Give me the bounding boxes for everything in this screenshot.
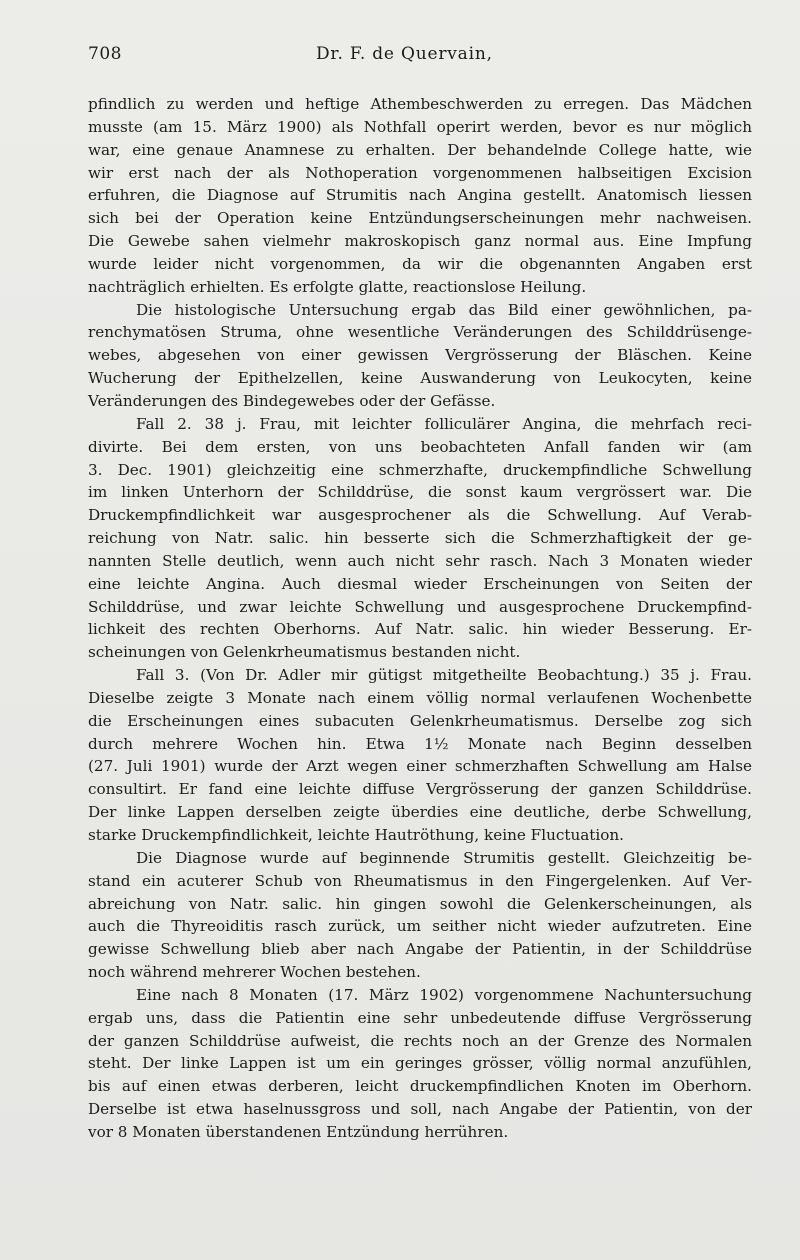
text-line: abreichung von Natr. salic. hin gingen sowohl die Gelenkerscheinungen, als xyxy=(88,894,752,913)
text-line: ergab uns, dass die Patientin eine sehr unbedeutende diffuse Vergrösserung xyxy=(88,1008,752,1027)
body-text xyxy=(88,93,752,1144)
text-line: lichkeit des rechten Oberhorns. Auf Natr. salic. hin wieder Besserung. Er- xyxy=(88,620,752,639)
text-line: gewisse Schwellung blieb aber nach Angabe der Patientin, in der Schilddrüse xyxy=(88,940,752,959)
text-line: die Erscheinungen eines subacuten Gelenkrheumatismus. Derselbe zog sich xyxy=(88,711,752,730)
text-line: wurde leider nicht vorgenommen, da wir die obgenannten Angaben erst xyxy=(88,254,752,273)
text-line: durch mehrere Wochen hin. Etwa 1½ Monate nach Beginn desselben xyxy=(88,734,752,753)
text-line: wir erst nach der als Nothoperation vorgenommenen halbseitigen Excision xyxy=(88,163,752,182)
page-number: 708 xyxy=(88,44,122,64)
text-line: sich bei der Operation keine Entzündungserscheinungen mehr nachweisen. xyxy=(88,209,752,228)
text-line: nannten Stelle deutlich, wenn auch nicht sehr rasch. Nach 3 Monaten wieder xyxy=(88,551,752,570)
text-line: Der linke Lappen derselben zeigte überdies eine deutliche, derbe Schwellung, xyxy=(88,803,752,822)
text-line: pfindlich zu werden und heftige Athembeschwerden zu erregen. Das Mädchen xyxy=(88,95,752,113)
text-line: Eine nach 8 Monaten (17. März 1902) vorgenommene Nachuntersuchung xyxy=(136,985,752,1004)
text-line: Derselbe ist etwa haselnussgross und soll, nach Angabe der Patientin, von der xyxy=(88,1100,752,1119)
text-line: musste (am 15. März 1900) als Nothfall operirt werden, bevor es nur möglich xyxy=(88,117,752,136)
text-line: nachträglich erhielten. Es erfolgte glatte, reactionslose Heilung. xyxy=(88,277,587,296)
text-line: renchymatösen Struma, ohne wesentliche Veränderungen des Schilddrüsenge- xyxy=(88,323,752,342)
text-line: im linken Unterhorn der Schilddrüse, die sonst kaum vergrössert war. Die xyxy=(88,483,752,502)
text-line: reichung von Natr. salic. hin besserte sich die Schmerzhaftigkeit der ge- xyxy=(88,529,752,548)
text-line: Veränderungen des Bindegewebes oder der Gefässe. xyxy=(88,391,496,410)
text-line: der ganzen Schilddrüse aufweist, die rechts noch an der Grenze des Normalen xyxy=(88,1031,752,1050)
text-line: Wucherung der Epithelzellen, keine Auswanderung von Leukocyten, keine xyxy=(88,369,752,388)
text-line: Dieselbe zeigte 3 Monate nach einem völlig normal verlaufenen Wochenbette xyxy=(88,688,752,707)
running-head: Dr. F. de Quervain, xyxy=(316,44,493,64)
text-line: Fall 2. 38 j. Frau, mit leichter folliculärer Angina, die mehrfach reci- xyxy=(136,414,752,433)
text-line: Fall 3. (Von Dr. Adler mir gütigst mitgetheilte Beobachtung.) 35 j. Frau. xyxy=(136,666,752,685)
text-line: consultirt. Er fand eine leichte diffuse Vergrösserung der ganzen Schilddrüse. xyxy=(88,780,752,799)
text-line: bis auf einen etwas derberen, leicht druckempfindlichen Knoten im Oberhorn. xyxy=(88,1077,752,1096)
text-line: eine leichte Angina. Auch diesmal wieder Erscheinungen von Seiten der xyxy=(88,574,752,593)
text-line: Die histologische Untersuchung ergab das Bild einer gewöhnlichen, pa- xyxy=(136,300,752,319)
text-line: Druckempfindlichkeit war ausgesprochener als die Schwellung. Auf Verab- xyxy=(88,506,752,525)
text-line: divirte. Bei dem ersten, von uns beobachteten Anfall fanden wir (am xyxy=(88,437,752,456)
text-line: vor 8 Monaten überstandenen Entzündung herrühren. xyxy=(88,1122,509,1141)
text-line: Schilddrüse, und zwar leichte Schwellung und ausgesprochene Druckempfind- xyxy=(88,597,752,616)
text-line: starke Druckempfindlichkeit, leichte Hautröthung, keine Fluctuation. xyxy=(88,826,625,844)
text-line: erfuhren, die Diagnose auf Strumitis nach Angina gestellt. Anatomisch liessen xyxy=(88,186,752,205)
text-line: (27. Juli 1901) wurde der Arzt wegen einer schmerzhaften Schwellung am Halse xyxy=(88,757,752,776)
text-line: noch während mehrerer Wochen bestehen. xyxy=(88,963,421,982)
text-line: steht. Der linke Lappen ist um ein geringes grösser, völlig normal anzufühlen, xyxy=(88,1054,752,1073)
text-line: 3. Dec. 1901) gleichzeitig eine schmerzhafte, druckempfindliche Schwellung xyxy=(88,460,752,479)
text-line: Die Gewebe sahen vielmehr makroskopisch ganz normal aus. Eine Impfung xyxy=(88,232,752,251)
text-line: Die Diagnose wurde auf beginnende Strumitis gestellt. Gleichzeitig be- xyxy=(136,848,752,867)
text-line: auch die Thyreoiditis rasch zurück, um seither nicht wieder aufzutreten. Eine xyxy=(88,917,752,936)
text-line: war, eine genaue Anamnese zu erhalten. Der behandelnde College hatte, wie xyxy=(88,140,752,159)
text-line: webes, abgesehen von einer gewissen Vergrösserung der Bläschen. Keine xyxy=(88,346,752,365)
text-line: scheinungen von Gelenkrheumatismus bestanden nicht. xyxy=(88,643,521,662)
page-header xyxy=(88,44,752,72)
text-line: stand ein acuterer Schub von Rheumatismus in den Fingergelenken. Auf Ver- xyxy=(88,871,752,890)
